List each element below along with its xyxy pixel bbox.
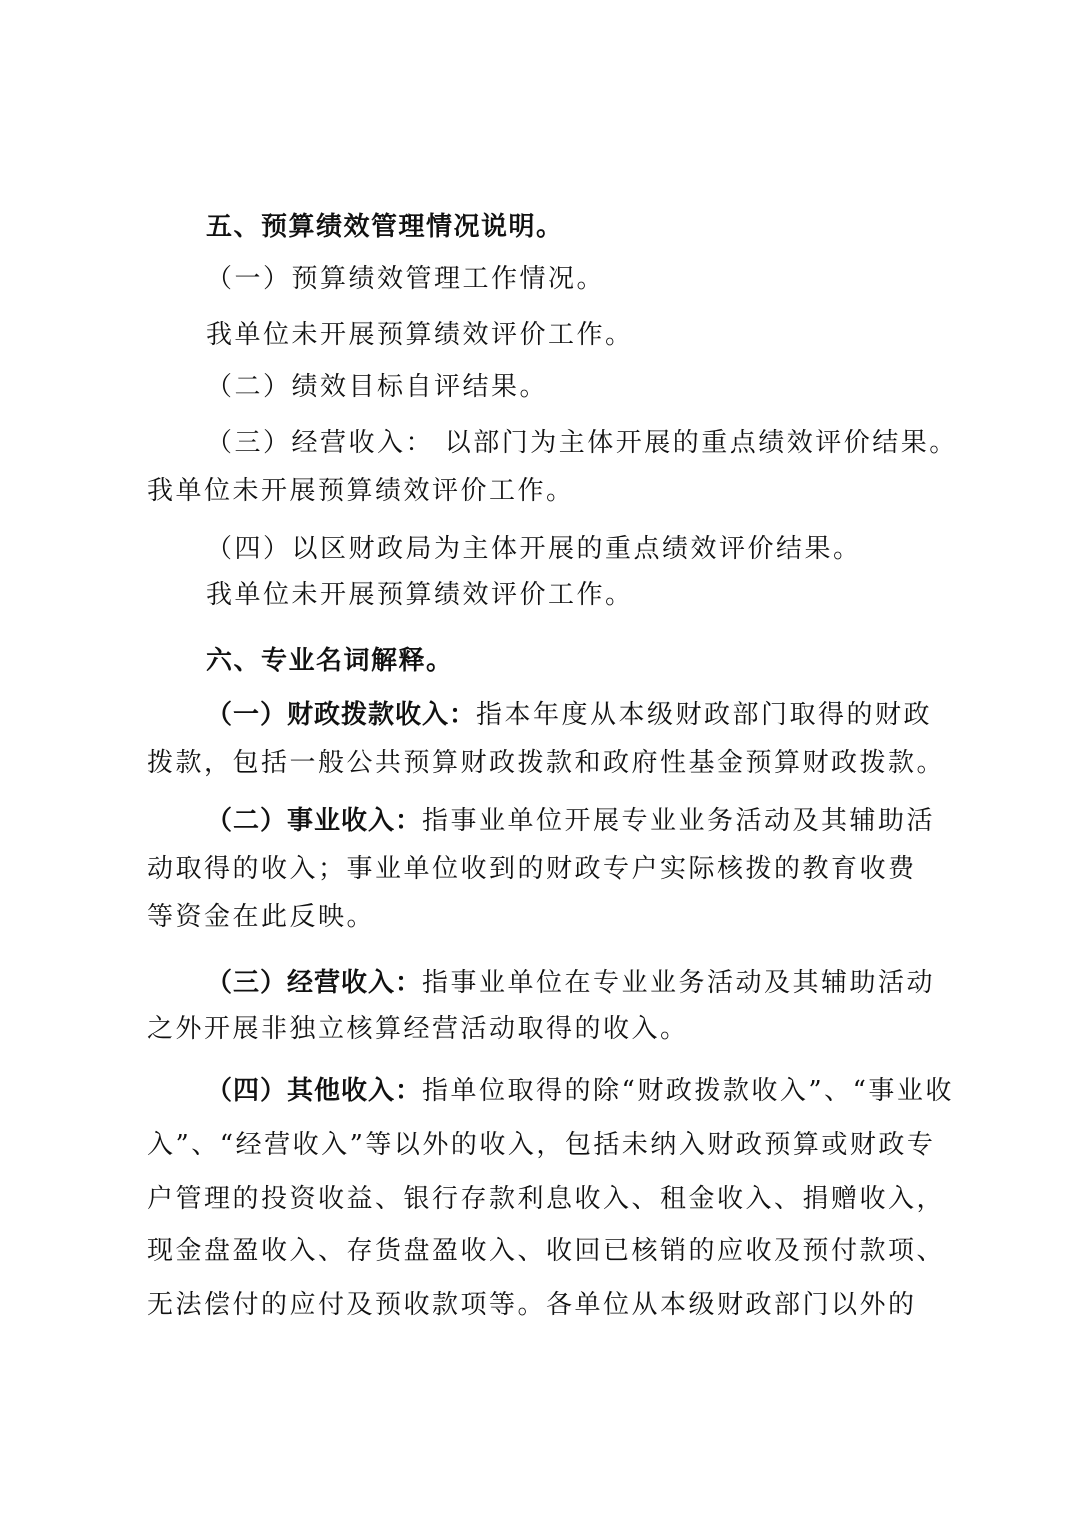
section5-sub2 [206, 370, 1006, 404]
sub2-label: （二） [206, 372, 292, 402]
term-1-line2: 拨款，包括一般公共预算财政拨款和政府性基金预算财政拨款。 [147, 748, 946, 778]
section5-title: 五、预算绩效管理情况说明。 [206, 212, 564, 242]
sub4-text: 以区财政局为主体开展的重点绩效评价结果。 [291, 534, 862, 564]
term-2-line1: 指事业单位开展专业业务活动及其辅助活 [422, 806, 936, 836]
term-4-line4: 现金盘盈收入、存货盘盈收入、收回已核销的应收及预付款项、 [147, 1236, 946, 1266]
term-3-line2: 之外开展非独立核算经营活动取得的收入。 [147, 1014, 689, 1044]
section5-sub1 [206, 262, 1006, 296]
term-4-line3: 户管理的投资收益、银行存款利息收入、租金收入、捐赠收入， [147, 1184, 946, 1214]
sub3-label: （三） [206, 428, 292, 458]
term-1-line1: 指本年度从本级财政部门取得的财政 [476, 700, 933, 730]
term-3-name: 经营收入： [287, 968, 423, 998]
term-1-name: 财政拨款收入： [287, 700, 477, 730]
section6-title: 六、专业名词解释。 [206, 646, 454, 676]
sub4-label: （四） [206, 534, 292, 564]
section5-sub1-body: 我单位未开展预算绩效评价工作。 [206, 320, 634, 350]
section5-sub3 [206, 426, 1006, 460]
term-item-2 [206, 804, 1006, 838]
term-4-line2: 入”、“经营收入”等以外的收入，包括未纳入财政预算或财政专 [147, 1130, 936, 1160]
term-1-label: （一） [206, 700, 288, 730]
term-4-name: 其他收入： [287, 1076, 423, 1106]
term-3-label: （三） [206, 968, 288, 998]
term-2-line3: 等资金在此反映。 [147, 902, 376, 932]
term-item-3 [206, 966, 1006, 1000]
sub3-text: 经营收入： 以部门为主体开展的重点绩效评价结果。 [291, 428, 958, 458]
term-3-line1: 指事业单位在专业业务活动及其辅助活动 [422, 968, 936, 998]
term-2-line2: 动取得的收入；事业单位收到的财政专户实际核拨的教育收费 [147, 854, 917, 884]
term-item-1 [206, 698, 1006, 732]
term-4-line5: 无法偿付的应付及预收款项等。各单位从本级财政部门以外的 [147, 1290, 917, 1320]
term-4-line1: 指单位取得的除“财政拨款收入”、“事业收 [422, 1076, 954, 1106]
term-4-label: （四） [206, 1076, 288, 1106]
term-item-4 [206, 1074, 1006, 1108]
sub1-text: 预算绩效管理工作情况。 [291, 264, 606, 294]
sub1-label: （一） [206, 264, 292, 294]
term-2-label: （二） [206, 806, 288, 836]
section5-sub3-body: 我单位未开展预算绩效评价工作。 [147, 476, 575, 506]
sub2-text: 绩效目标自评结果。 [291, 372, 549, 402]
section5-sub4 [206, 532, 1006, 566]
section5-sub4-body: 我单位未开展预算绩效评价工作。 [206, 580, 634, 610]
term-2-name: 事业收入： [287, 806, 423, 836]
